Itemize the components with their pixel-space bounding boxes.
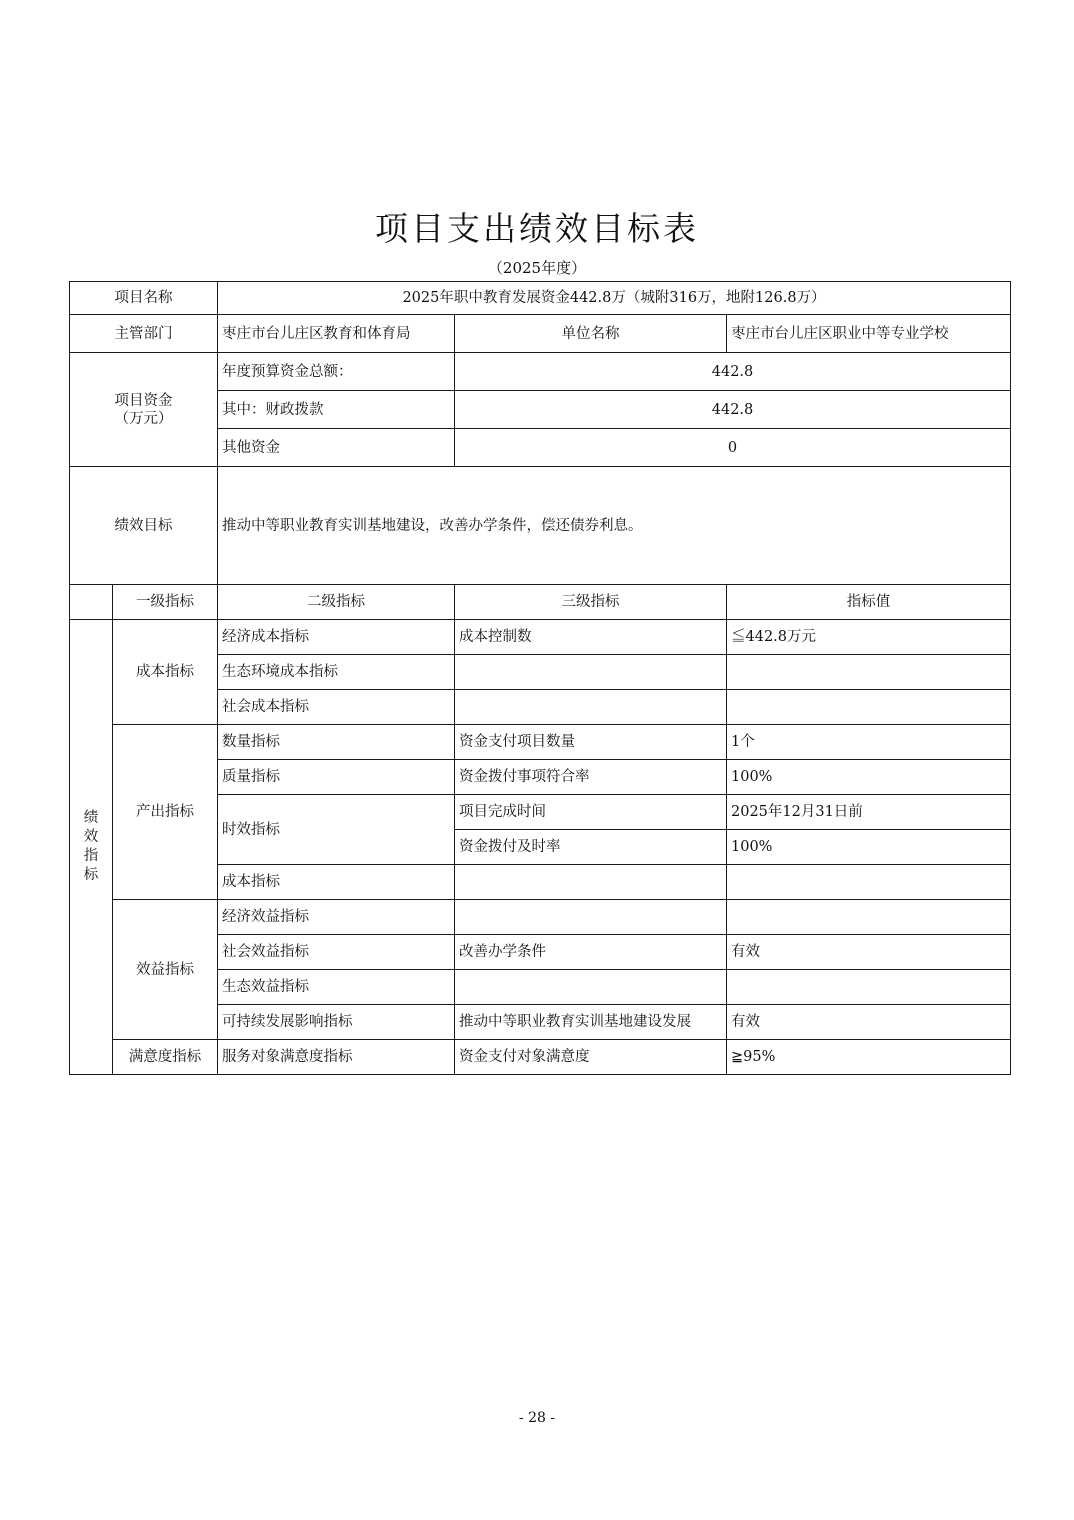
indicator-level2: 社会效益指标 bbox=[218, 935, 455, 970]
indicator-level3 bbox=[455, 865, 727, 900]
indicator-value bbox=[727, 900, 1011, 935]
benefit-indicator-label: 效益指标 bbox=[113, 900, 218, 1040]
indicator-row bbox=[70, 725, 1011, 760]
funds-label bbox=[70, 353, 218, 467]
unit-value: 枣庄市台儿庄区职业中等专业学校 bbox=[727, 315, 1011, 353]
indicator-group-text: 绩效指标 bbox=[83, 810, 99, 883]
indicator-row bbox=[70, 1040, 1011, 1075]
indicator-level3 bbox=[455, 900, 727, 935]
indicator-header-row bbox=[70, 585, 1011, 620]
indicator-header-blank bbox=[70, 585, 113, 620]
project-name-row bbox=[70, 282, 1011, 315]
indicator-value: ≦442.8万元 bbox=[727, 620, 1011, 655]
indicator-level3: 改善办学条件 bbox=[455, 935, 727, 970]
funds-row-total bbox=[70, 353, 1011, 391]
document-subtitle: （2025年度） bbox=[487, 259, 587, 277]
funds-other-value: 0 bbox=[455, 429, 1011, 467]
indicator-value bbox=[727, 865, 1011, 900]
indicator-value bbox=[727, 970, 1011, 1005]
funds-fiscal-value: 442.8 bbox=[455, 391, 1011, 429]
indicator-level3: 成本控制数 bbox=[455, 620, 727, 655]
funds-total-value: 442.8 bbox=[455, 353, 1011, 391]
indicator-level2: 生态环境成本指标 bbox=[218, 655, 455, 690]
indicator-level3: 推动中等职业教育实训基地建设发展 bbox=[455, 1005, 727, 1040]
performance-target-table bbox=[69, 281, 1011, 1075]
indicator-level3: 资金拨付及时率 bbox=[455, 830, 727, 865]
indicator-level3: 资金支付对象满意度 bbox=[455, 1040, 727, 1075]
indicator-value: 1个 bbox=[727, 725, 1011, 760]
indicator-value: 100% bbox=[727, 760, 1011, 795]
indicator-level2: 可持续发展影响指标 bbox=[218, 1005, 455, 1040]
unit-label: 单位名称 bbox=[455, 315, 727, 353]
header-value: 指标值 bbox=[727, 585, 1011, 620]
department-value: 枣庄市台儿庄区教育和体育局 bbox=[218, 315, 455, 353]
indicator-value: 100% bbox=[727, 830, 1011, 865]
indicator-level3: 资金支付项目数量 bbox=[455, 725, 727, 760]
indicator-value: 有效 bbox=[727, 935, 1011, 970]
cost-indicator-label: 成本指标 bbox=[113, 620, 218, 725]
indicator-level2: 质量指标 bbox=[218, 760, 455, 795]
header-level2: 二级指标 bbox=[218, 585, 455, 620]
page-number: - 28 - bbox=[518, 1410, 556, 1426]
goal-row bbox=[70, 467, 1011, 585]
indicator-level2: 服务对象满意度指标 bbox=[218, 1040, 455, 1075]
funds-other-label: 其他资金 bbox=[218, 429, 455, 467]
indicator-level3 bbox=[455, 970, 727, 1005]
funds-label-line2: （万元） bbox=[114, 410, 173, 427]
project-name-value: 2025年职中教育发展资金442.8万（城附316万，地附126.8万） bbox=[218, 282, 1011, 315]
indicator-level2: 时效指标 bbox=[218, 795, 455, 865]
project-name-label: 项目名称 bbox=[70, 282, 218, 315]
header-level3: 三级指标 bbox=[455, 585, 727, 620]
indicator-level3 bbox=[455, 655, 727, 690]
funds-total-label: 年度预算资金总额： bbox=[218, 353, 455, 391]
indicator-row bbox=[70, 620, 1011, 655]
funds-fiscal-label: 其中：财政拨款 bbox=[218, 391, 455, 429]
indicator-level2: 社会成本指标 bbox=[218, 690, 455, 725]
indicator-level2: 成本指标 bbox=[218, 865, 455, 900]
indicator-value bbox=[727, 655, 1011, 690]
document-title: 项目支出绩效目标表 bbox=[375, 209, 699, 248]
indicator-level2: 经济效益指标 bbox=[218, 900, 455, 935]
indicator-value: ≧95% bbox=[727, 1040, 1011, 1075]
satisfaction-indicator-label: 满意度指标 bbox=[113, 1040, 218, 1075]
indicator-level3: 项目完成时间 bbox=[455, 795, 727, 830]
indicator-level3: 资金拨付事项符合率 bbox=[455, 760, 727, 795]
indicator-level2: 数量指标 bbox=[218, 725, 455, 760]
indicator-level2: 经济成本指标 bbox=[218, 620, 455, 655]
indicator-level2: 生态效益指标 bbox=[218, 970, 455, 1005]
goal-label: 绩效目标 bbox=[70, 467, 218, 585]
output-indicator-label: 产出指标 bbox=[113, 725, 218, 900]
indicator-value bbox=[727, 690, 1011, 725]
goal-text: 推动中等职业教育实训基地建设，改善办学条件，偿还债券利息。 bbox=[218, 467, 1011, 585]
department-label: 主管部门 bbox=[70, 315, 218, 353]
department-row bbox=[70, 315, 1011, 353]
indicator-value: 2025年12月31日前 bbox=[727, 795, 1011, 830]
funds-label-line1: 项目资金 bbox=[114, 392, 173, 409]
indicator-level3 bbox=[455, 690, 727, 725]
indicator-group-label bbox=[70, 620, 113, 1075]
indicator-value: 有效 bbox=[727, 1005, 1011, 1040]
header-level1: 一级指标 bbox=[113, 585, 218, 620]
indicator-row bbox=[70, 900, 1011, 935]
